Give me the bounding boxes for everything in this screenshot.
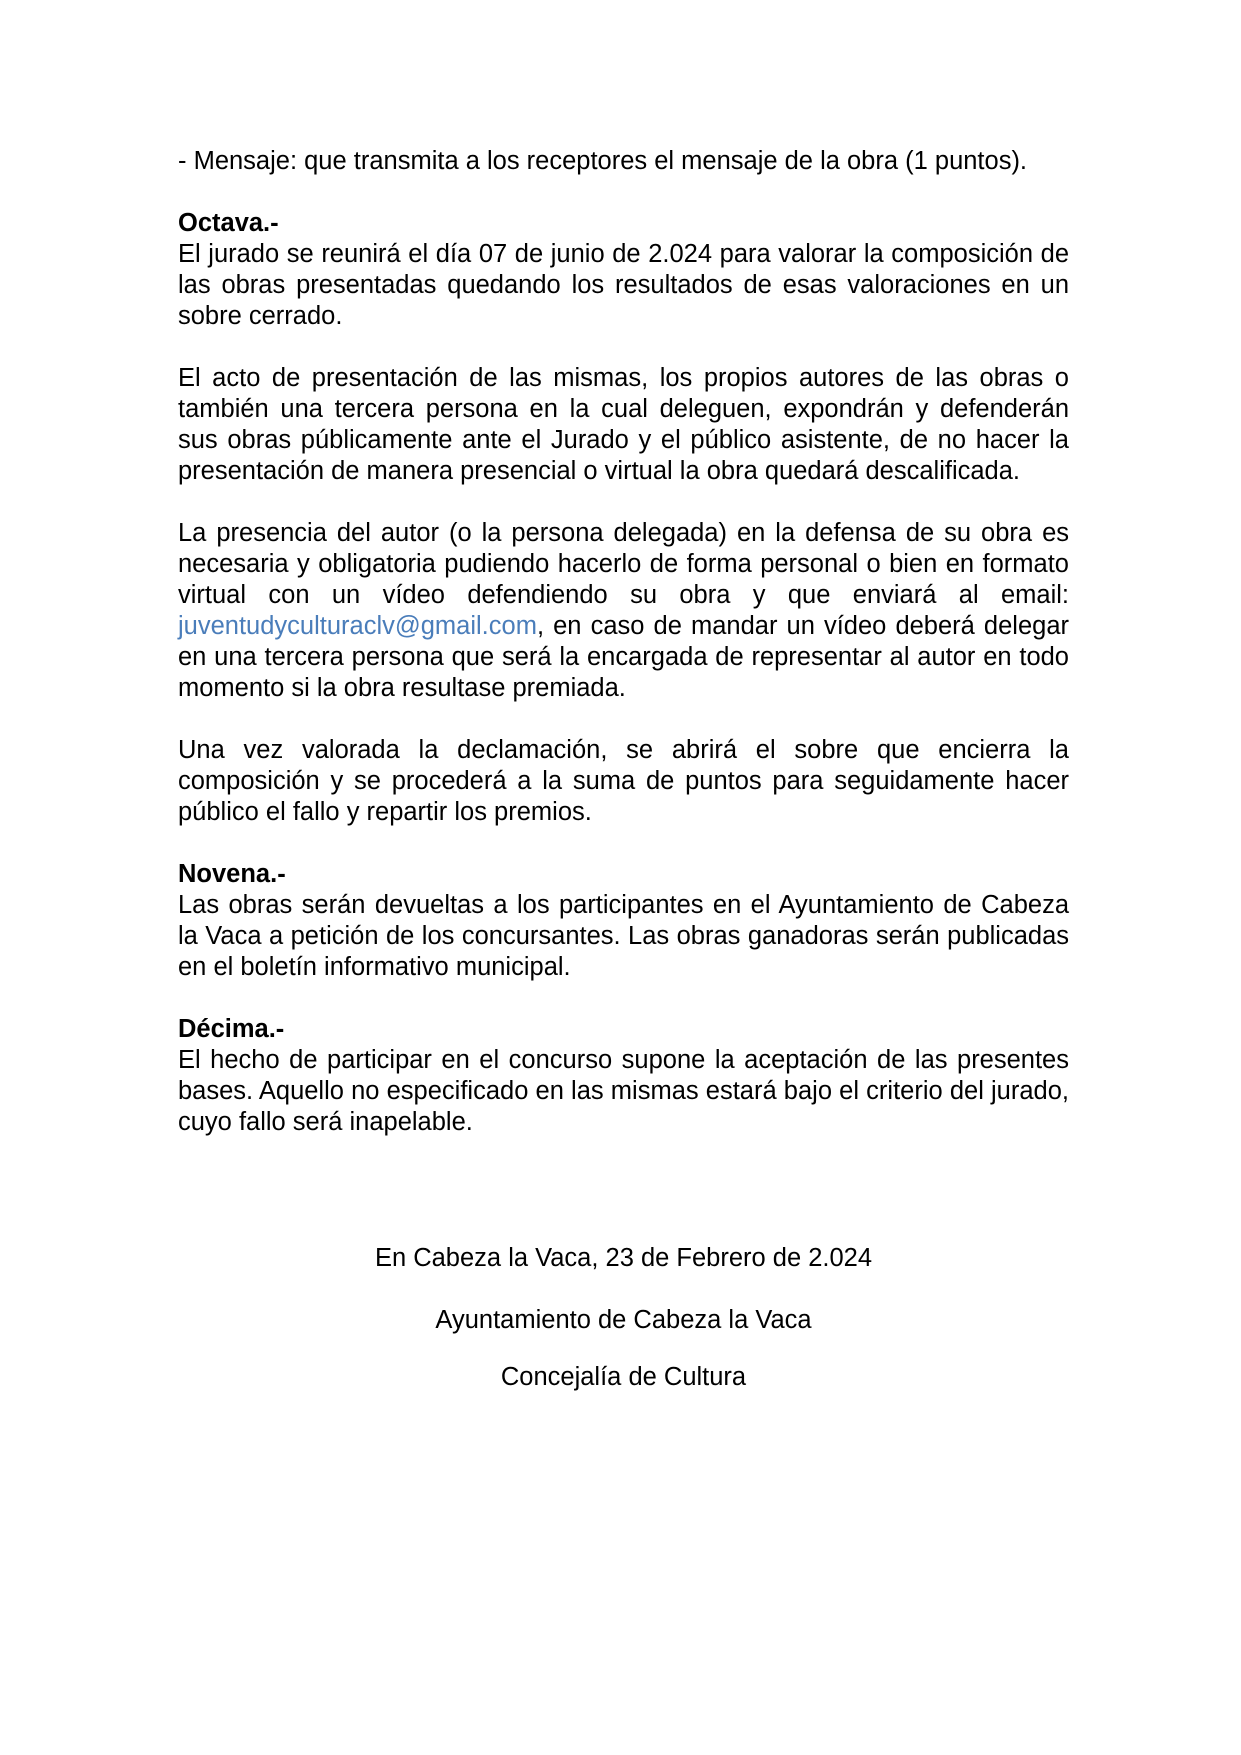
mensaje-criterion: - Mensaje: que transmita a los receptores el mensaje de la obra (1 puntos). bbox=[178, 147, 1028, 175]
octava-heading: Octava.- bbox=[178, 209, 279, 237]
spacer bbox=[178, 704, 1069, 735]
spacer bbox=[178, 332, 1069, 363]
department-name: Concejalía de Cultura bbox=[500, 1363, 747, 1391]
decima-paragraph: El hecho de participar en el concurso supone la aceptación de las presentes bases. Aquello no especificado en las mismas estará bajo el criterio del jurado, cuyo fallo será inapelable. bbox=[178, 1046, 1069, 1136]
spacer bbox=[178, 828, 1069, 859]
spacer bbox=[178, 487, 1069, 518]
document-body bbox=[178, 146, 1069, 1138]
octava-paragraph-3-before: La presencia del autor (o la persona delegada) en la defensa de su obra es necesaria y obligatoria pudiendo hacerlo de forma personal o bien en formato virtual con un vídeo defendiendo su obra y que enviará al email: bbox=[178, 519, 1069, 609]
spacer bbox=[178, 177, 1069, 208]
octava-paragraph-3-after: , en caso de mandar un vídeo deberá delegar en una tercera persona que será la encargada de representar al autor en todo momento si la obra resultase premiada. bbox=[178, 612, 1069, 702]
organization-name: Ayuntamiento de Cabeza la Vaca bbox=[435, 1306, 812, 1334]
place-date: En Cabeza la Vaca, 23 de Febrero de 2.024 bbox=[374, 1244, 873, 1272]
octava-paragraph-1: El jurado se reunirá el día 07 de junio de 2.024 para valorar la composición de las obras presentadas quedando los resultados de esas valoraciones en un sobre cerrado. bbox=[178, 240, 1069, 330]
novena-heading: Novena.- bbox=[178, 860, 286, 888]
octava-paragraph-3 bbox=[178, 518, 1069, 704]
email-link[interactable]: juventudyculturaclv@gmail.com bbox=[178, 612, 537, 640]
octava-paragraph-2: El acto de presentación de las mismas, los propios autores de las obras o también una tercera persona en la cual deleguen, expondrán y defenderán sus obras públicamente ante el Jurado y el público asistente, de no hacer la presentación de manera presencial o virtual la obra quedará descalificada. bbox=[178, 364, 1069, 485]
decima-heading: Décima.- bbox=[178, 1015, 285, 1043]
octava-paragraph-4: Una vez valorada la declamación, se abrirá el sobre que encierra la composición y se procederá a la suma de puntos para seguidamente hacer público el fallo y repartir los premios. bbox=[178, 736, 1069, 826]
spacer bbox=[178, 983, 1069, 1014]
novena-paragraph: Las obras serán devueltas a los participantes en el Ayuntamiento de Cabeza la Vaca a petición de los concursantes. Las obras ganadoras serán publicadas en el boletín informativo municipal. bbox=[178, 891, 1069, 981]
